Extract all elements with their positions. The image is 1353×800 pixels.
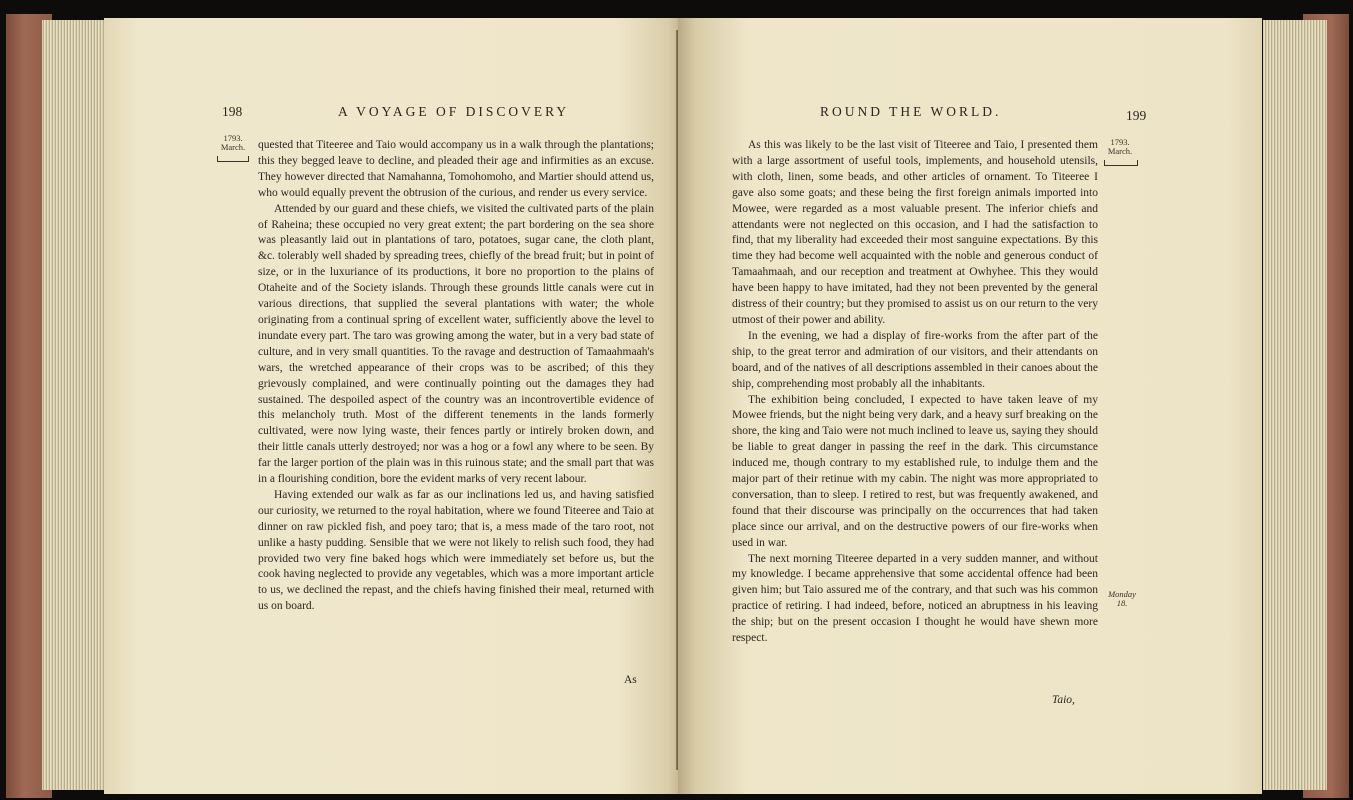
right-page-body bbox=[732, 138, 1098, 647]
paragraph: In the evening, we had a display of fire-works from the after part of the ship, to the great terror and admiration of our visitors, and their attendants on board, and of the natives of all descriptions assembled in their canoes about the ship, comprehending most probably all the inhabitants. bbox=[732, 329, 1098, 390]
right-margin-date: 1793. March. bbox=[1107, 137, 1133, 156]
left-page-body bbox=[258, 138, 654, 615]
paragraph: quested that Titeeree and Taio would accompany us in a walk through the plantations; this they begged leave to decline, and pleaded their age and infirmities as an excuse. They however directed that Namahanna, Tomohomoho, and Martier should attend us, who would equally prevent the obtrusion of the curious, and render us every service. bbox=[258, 139, 654, 199]
left-catchword: As bbox=[624, 674, 637, 686]
right-page-number: 199 bbox=[1126, 108, 1147, 123]
left-margin-brace bbox=[217, 156, 249, 162]
left-margin-date: 1793. March. bbox=[220, 133, 246, 152]
right-running-head: ROUND THE WORLD. bbox=[820, 104, 1002, 119]
right-margin-day: Monday 18. bbox=[1108, 589, 1136, 608]
right-catchword: Taio, bbox=[1052, 694, 1075, 706]
paragraph: Attended by our guard and these chiefs, we visited the cultivated parts of the plain of Raheina; these occupied no very great extent; the part bordering on the sea shore was pleasantly laid out in plantations of taro, potatoes, sugar cane, the cloth plant, &c. tolerably well shaded by spreading trees, chiefly of the bread fruit; but in point of size, or in the luxuriance of its productions, it bore no proportion to the plains of Otaheite and of the Society islands. Through these grounds little canals were cut in various directions, that supplied the several plantations with water; the whole originating from a continual spring of excellent water, sufficiently above the level to inundate every part. The taro was growing among the water, but in a very bad state of culture, and in very small quantities. To the ravage and destruction of Tamaahmaah's wars, the wretched appearance of their crops was to be ascribed; of this they grievously complained, and were continually pointing out the damages they had sustained. The despoiled aspect of the country was an incontrovertible evidence of this melancholy truth. Most of the different tenements in the lands formerly cultivated, were now lying waste, their fences partly or intirely broken down, and their little canals utterly destroyed; nor was a hog or a fowl any where to be seen. By far the larger portion of the plain was in this ruinous state; and the small part that was in a flourishing condition, bore the evident marks of very recent labour. bbox=[258, 202, 654, 486]
left-page bbox=[104, 18, 686, 794]
right-page-edges bbox=[1263, 20, 1327, 790]
right-margin-brace bbox=[1104, 160, 1138, 166]
left-page-number: 198 bbox=[222, 104, 243, 119]
paragraph: As this was likely to be the last visit of Titeeree and Taio, I presented them with a large assortment of useful tools, implements, and household utensils, with cloth, linen, some beads, and other articles of ornament. To Titeeree I gave also some goats; and these being the first foreign animals imported into Mowee, were regarded as a most valuable present. The inferior chiefs and attendants were not neglected on this occasion, and I had the satisfaction to find, that my liberality had exceeded their most sanguine expectations. By this time they had become well acquainted with the noble and generous conduct of Tamaahmaah, and our reception and treatment at Owhyhee. This they would have been happy to have imitated, had they not been prevented by the general distress of their country; but they promised to assist us on our return to the very utmost of their power and ability. bbox=[732, 139, 1098, 326]
paragraph: The exhibition being concluded, I expected to have taken leave of my Mowee friends, but the night being very dark, and a heavy surf breaking on the shore, the king and Taio were not much inclined to leave us, saying they should be liable to great danger in passing the reef in the dark. This circumstance induced me, though contrary to my established rule, to indulge them and the major part of their retinue with my cabin. The night was more appropriated to conversation, than to sleep. I retired to rest, but was frequently awakened, and found that their discourse was principally on the occurrences that had taken place since our arrival, and on the destructive powers of our fire-works when used in war. bbox=[732, 393, 1098, 549]
paragraph: Having extended our walk as far as our inclinations led us, and having satisfied our curiosity, we returned to the royal habitation, where we found Titeeree and Taio at dinner on raw pickled fish, and poey taro; that is, a mess made of the taro root, not unlike a hasty pudding. Sensible that we were not likely to relish such food, they had provided two very fine baked hogs which were immediately set before us, but the cook having neglected to provide any vegetables, which was a more important article to us, we declined the repast, and the chiefs having finished their meal, returned with us on board. bbox=[258, 488, 654, 613]
left-running-head: A VOYAGE OF DISCOVERY bbox=[338, 104, 570, 119]
left-page-edges bbox=[42, 20, 106, 790]
paragraph: The next morning Titeeree departed in a very sudden manner, and without my knowledge. I became apprehensive that some accidental offence had been given him; but Taio assured me of the contrary, and that such was his common practice of retiring. I had indeed, before, noticed an abruptness in his leaving the ship; but on the present occasion I thought he would have shewn more respect. bbox=[732, 552, 1098, 645]
right-page bbox=[678, 18, 1262, 794]
